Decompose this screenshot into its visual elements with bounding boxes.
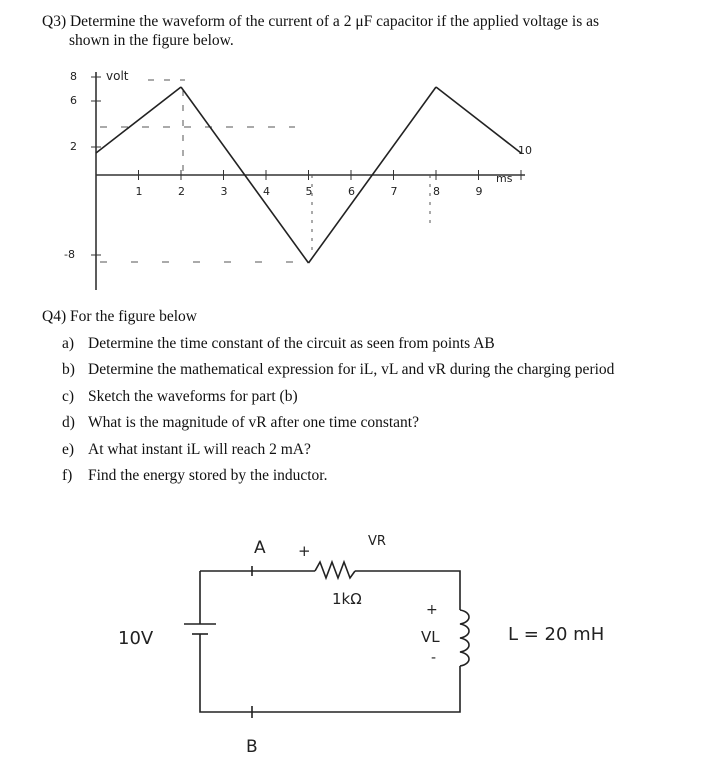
vl-minus: - [431, 650, 437, 666]
x-tick-label: 6 [348, 185, 355, 198]
q4-item-text: Find the energy stored by the inductor. [88, 466, 328, 484]
q4-item-text: What is the magnitude of vR after one time constant? [88, 414, 419, 432]
wire-right-bottom [200, 666, 460, 712]
x-unit-label: ms [496, 172, 513, 185]
inductor-value: L = 20 mH [508, 624, 605, 645]
y-tick-label: 8 [70, 70, 77, 83]
inductor-coil [460, 610, 469, 666]
q4-item-text: Determine the mathematical expression for iL, vL and vR during the charging period [88, 361, 615, 379]
resistor-symbol [315, 562, 355, 578]
q4-item-label: d) [62, 414, 75, 432]
x-tick-label: 3 [220, 185, 228, 198]
q3-line-2: shown in the figure below. [69, 32, 234, 49]
source-label: 10V [118, 628, 154, 649]
point-b-label: B [246, 737, 258, 757]
vr-label: VR [368, 534, 386, 549]
x-tick-label: 5 [305, 185, 313, 198]
y-unit-label: volt [106, 69, 129, 83]
resistor-plus: + [298, 542, 311, 560]
q4-item-text: Sketch the waveforms for part (b) [88, 387, 298, 405]
x-tick-label: 2 [178, 185, 185, 198]
x-tick-label: 1 [135, 185, 143, 198]
q3-line-1: Q3) Determine the waveform of the current of a 2 μF capacitor if the applied voltage is as [42, 13, 600, 30]
y-tick-label: 2 [70, 140, 77, 153]
x-tick-label: 10 [518, 144, 532, 157]
point-a-label: A [254, 538, 266, 558]
wire-top-right [355, 571, 460, 610]
q4-item-label: a) [62, 335, 75, 352]
x-tick-label: 4 [263, 185, 270, 198]
vl-plus: + [426, 602, 438, 618]
x-tick-label: 8 [433, 185, 440, 198]
q4-item-label: c) [62, 387, 75, 405]
y-tick-label: -8 [64, 248, 75, 261]
q4-item-text: Determine the time constant of the circuit as seen from points AB [88, 335, 495, 352]
y-tick-label: 6 [70, 94, 77, 107]
q4-item-label: e) [62, 440, 75, 458]
vl-label: VL [421, 628, 440, 646]
x-tick-label: 7 [390, 185, 398, 198]
q4-heading: Q4) For the figure below [42, 308, 197, 325]
resistor-value: 1kΩ [332, 590, 362, 608]
q4-item-text: At what instant iL will reach 2 mA? [88, 440, 311, 458]
x-tick-label: 9 [475, 185, 483, 198]
q4-item-label: b) [62, 361, 75, 379]
q4-item-label: f) [62, 466, 73, 484]
